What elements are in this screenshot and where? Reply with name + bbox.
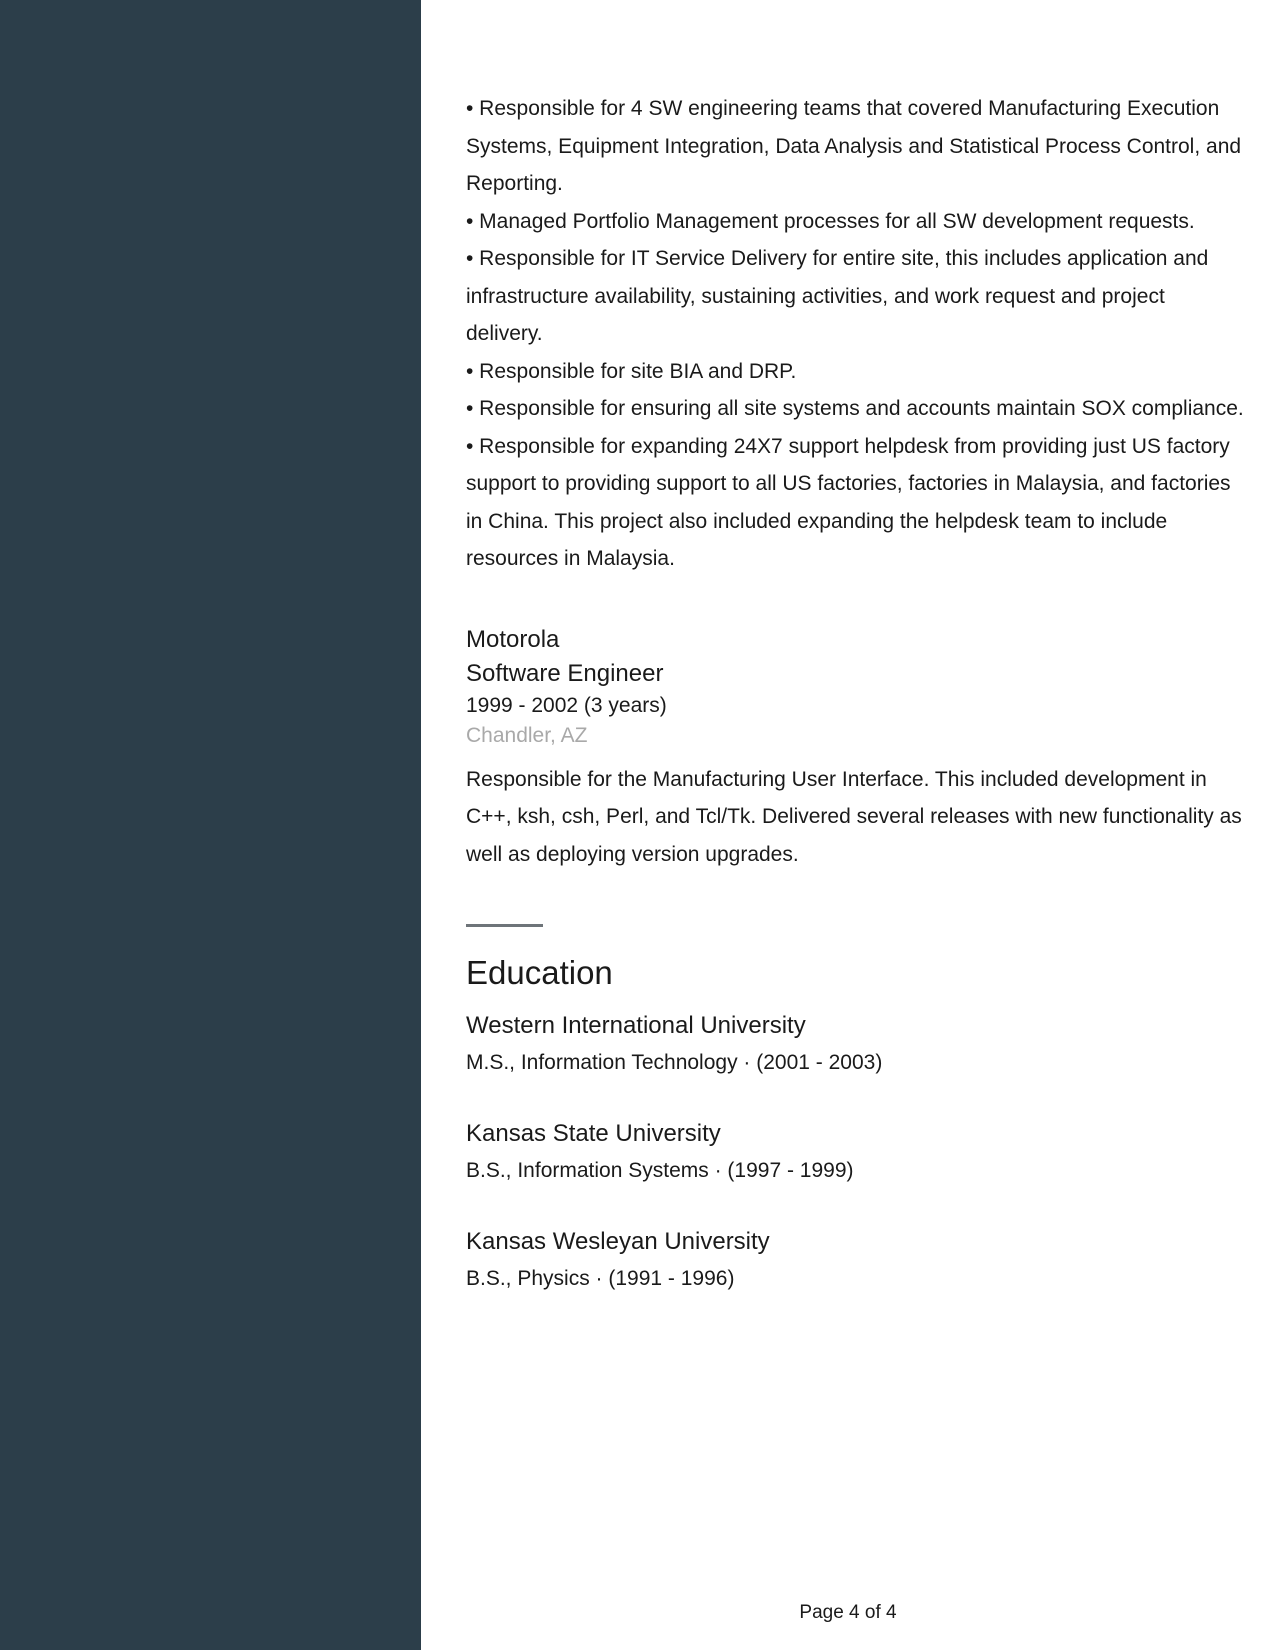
job-entry bbox=[466, 623, 1246, 874]
experience-bullets bbox=[466, 90, 1246, 578]
education-school: Western International University bbox=[466, 1012, 806, 1039]
job-location: Chandler, AZ bbox=[466, 723, 588, 747]
bullet-item: • Responsible for 4 SW engineering teams that covered Manufacturing Execution Systems, Equipment Integration, Data Analysis and Statistical Process Control, and Reporting. bbox=[466, 97, 1242, 195]
job-description: Responsible for the Manufacturing User Interface. This included development in C++, ksh, csh, Perl, and Tcl/Tk. Delivered several releases with new functionality as well as deploying version upgrades. bbox=[466, 767, 1242, 866]
bullet-item: • Managed Portfolio Management processes for all SW development requests. bbox=[466, 209, 1195, 233]
education-entry bbox=[466, 1115, 1246, 1189]
bullet-item: • Responsible for expanding 24X7 support helpdesk from providing just US factory support to providing support to all US factories, factories in Malaysia, and factories in China. This project also included expanding the helpdesk team to include resources in Malaysia. bbox=[466, 434, 1231, 570]
main-content bbox=[466, 90, 1246, 1297]
bullet-item: • Responsible for ensuring all site systems and accounts maintain SOX compliance. bbox=[466, 397, 1244, 420]
sidebar-panel bbox=[0, 0, 421, 1650]
bullet-item: • Responsible for IT Service Delivery for entire site, this includes application and infrastructure availability, sustaining activities, and work request and project delivery. bbox=[466, 247, 1209, 345]
job-company: Motorola bbox=[466, 625, 560, 653]
job-title: Software Engineer bbox=[466, 659, 664, 687]
job-dates: 1999 - 2002 (3 years) bbox=[466, 693, 667, 717]
education-detail: B.S., Information Systems · (1997 - 1999) bbox=[466, 1159, 854, 1182]
section-divider bbox=[466, 924, 543, 927]
page-number: Page 4 of 4 bbox=[799, 1602, 897, 1623]
education-entry bbox=[466, 1007, 1246, 1081]
education-school: Kansas Wesleyan University bbox=[466, 1228, 770, 1255]
education-detail: M.S., Information Technology · (2001 - 2003) bbox=[466, 1051, 883, 1074]
bullet-item: • Responsible for site BIA and DRP. bbox=[466, 359, 797, 383]
education-heading: Education bbox=[466, 954, 613, 991]
education-school: Kansas State University bbox=[466, 1120, 721, 1147]
education-detail: B.S., Physics · (1991 - 1996) bbox=[466, 1267, 735, 1290]
education-entry bbox=[466, 1223, 1246, 1297]
